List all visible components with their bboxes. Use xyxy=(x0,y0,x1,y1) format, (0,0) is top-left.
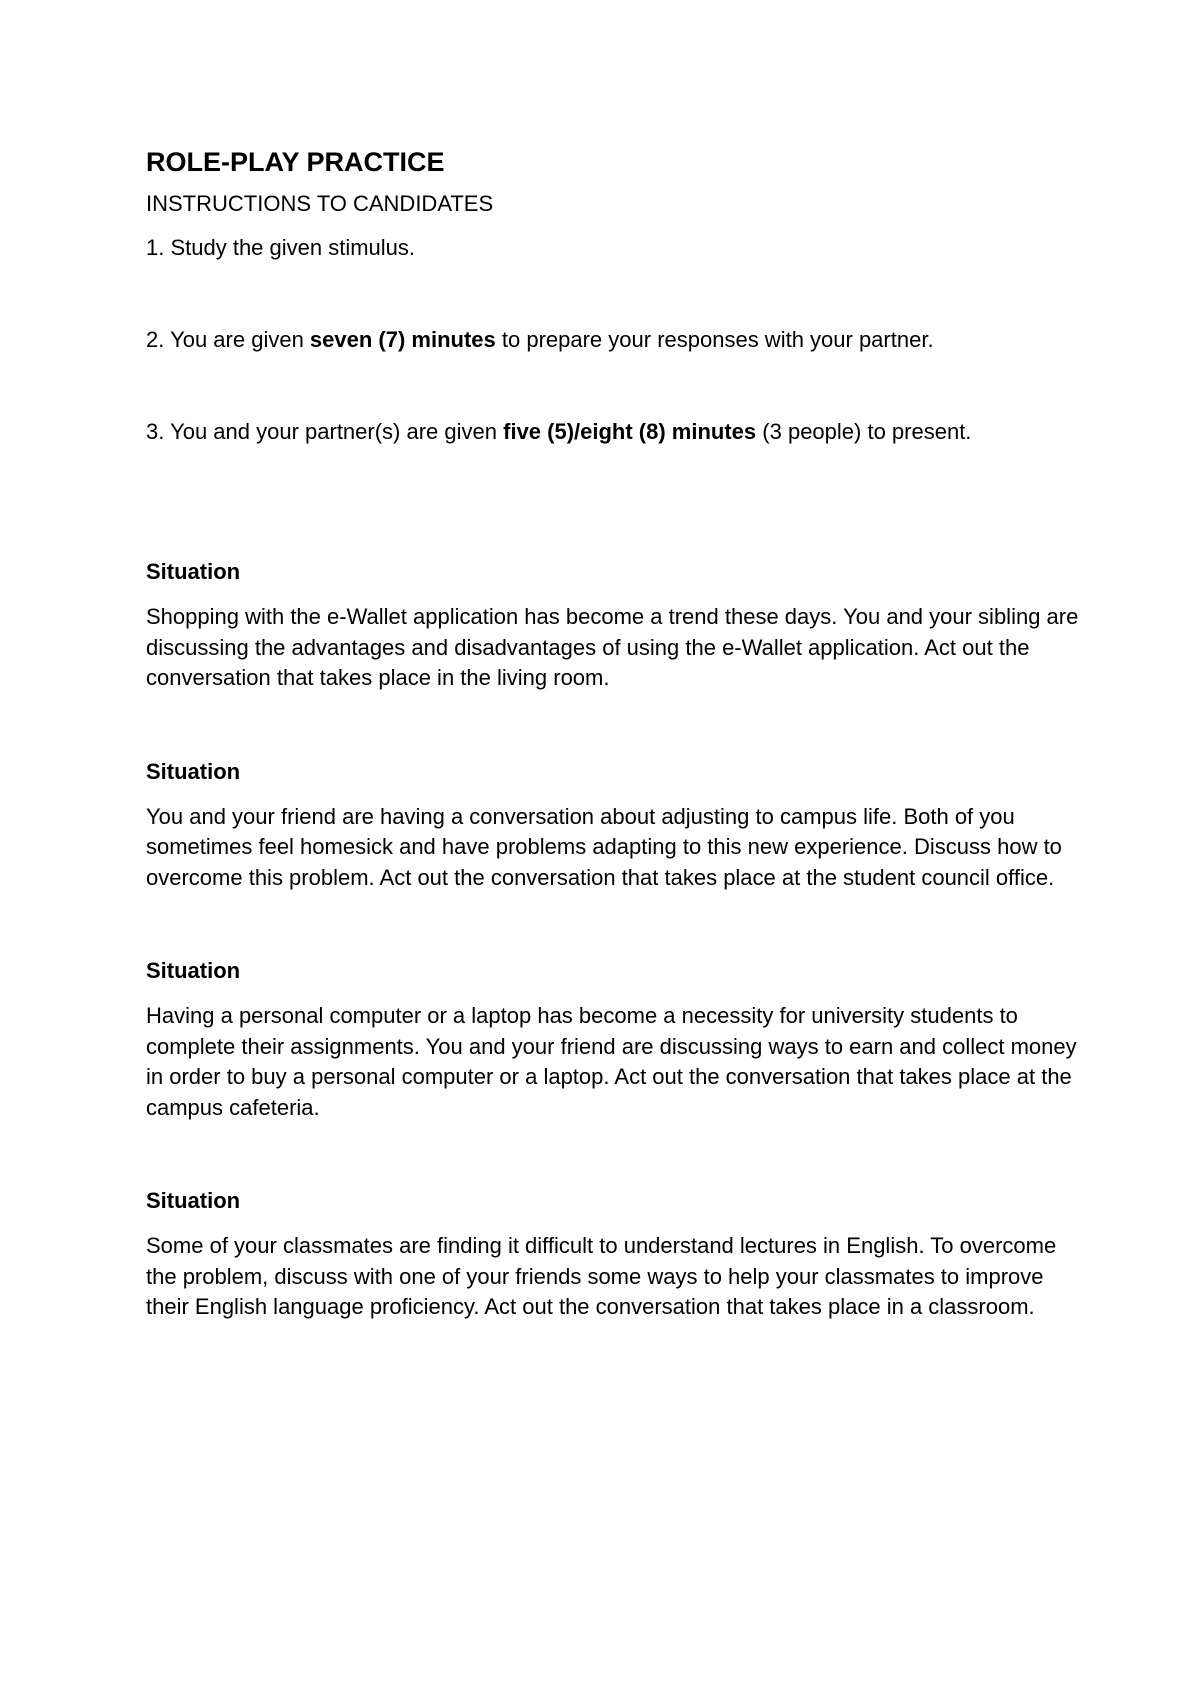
instruction-2-text-c: to prepare your responses with your partner. xyxy=(495,327,934,352)
instruction-1: 1. Study the given stimulus. xyxy=(146,235,416,260)
situation-block-3 xyxy=(146,957,1086,1123)
situation-block-4 xyxy=(146,1187,1086,1323)
situation-text: You and your friend are having a conversation about adjusting to campus life. Both of you sometimes feel homesick and have problems adapting to this new experience. Discuss how to overcome this problem. Act out the conversation that takes place at the student council office. xyxy=(146,803,1062,890)
instruction-2-emphasis: seven (7) minutes xyxy=(309,327,496,352)
situation-block-2 xyxy=(146,758,1086,894)
instruction-3-text-a: 3. You and your partner(s) are given xyxy=(146,419,504,444)
situation-heading: Situation xyxy=(146,1188,241,1213)
situation-heading: Situation xyxy=(146,559,241,584)
situation-block-1 xyxy=(146,558,1086,694)
situation-text: Shopping with the e-Wallet application has become a trend these days. You and your sibling are discussing the advantages and disadvantages of using the e-Wallet application. Act out the conversation that takes place in the living room. xyxy=(146,604,1079,690)
document-page xyxy=(146,146,1086,1387)
instruction-3-emphasis: five (5)/eight (8) minutes xyxy=(503,419,757,444)
instruction-2 xyxy=(146,326,1086,354)
instruction-3-text-c: (3 people) to present. xyxy=(756,419,972,444)
instructions-heading: INSTRUCTIONS TO CANDIDATES xyxy=(146,191,494,216)
situation-text: Some of your classmates are finding it difficult to understand lectures in English. To overcome the problem, discuss with one of your friends some ways to help your classmates to improve their English language proficiency. Act out the conversation that takes place in a classroom. xyxy=(146,1233,1057,1319)
instruction-2-text-a: 2. You are given xyxy=(146,327,310,352)
situation-heading: Situation xyxy=(146,958,241,983)
instruction-3 xyxy=(146,418,1086,446)
document-title: ROLE-PLAY PRACTICE xyxy=(146,147,445,177)
situation-text: Having a personal computer or a laptop has become a necessity for university students to complete their assignments. You and your friend are discussing ways to earn and collect money in order to buy a personal computer or a laptop. Act out the conversation that takes place at the campus cafeteria. xyxy=(146,1003,1077,1120)
situation-heading: Situation xyxy=(146,758,241,784)
